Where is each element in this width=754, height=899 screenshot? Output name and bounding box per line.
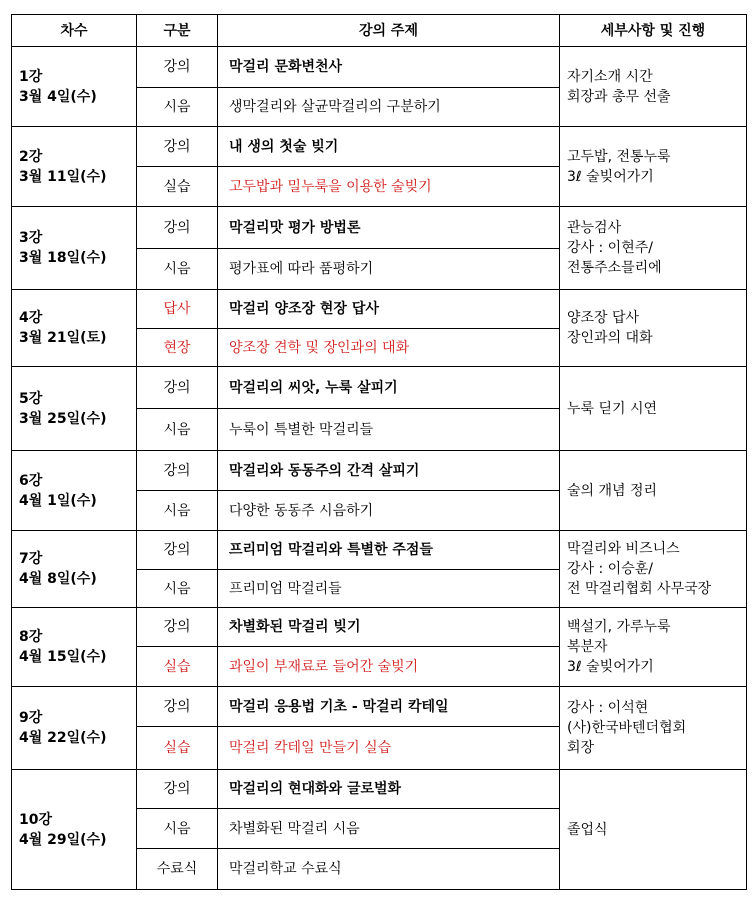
session-cell: [12, 127, 137, 207]
session-date: 3월 18일(수): [19, 250, 107, 266]
header-detail: 세부사항 및 진행: [560, 15, 747, 47]
type-cell: 실습: [137, 727, 218, 770]
session-date: 3월 21일(토): [19, 330, 107, 346]
type-cell: 강의: [137, 367, 218, 409]
type-cell: 강의: [137, 207, 218, 249]
detail-line: 술의 개념 정리: [567, 482, 658, 499]
session-number: 4강: [19, 310, 43, 326]
session-date: 4월 22일(수): [19, 730, 107, 746]
header-row: [12, 15, 747, 47]
session-cell: [12, 207, 137, 290]
session-number: 3강: [19, 230, 43, 246]
topic-cell: 프리미엄 막걸리와 특별한 주점들: [218, 531, 560, 570]
session-number: 1강: [19, 68, 43, 85]
type-cell: 강의: [137, 47, 218, 88]
detail-cell: [560, 207, 747, 290]
topic-cell: 양조장 견학 및 장인과의 대화: [218, 329, 560, 367]
detail-line: 관능검사: [567, 220, 622, 236]
topic-cell: 막걸리 양조장 현장 답사: [218, 290, 560, 329]
detail-cell: [560, 367, 747, 451]
detail-cell: [560, 687, 747, 770]
session-cell: [12, 687, 137, 770]
table-row: [12, 608, 747, 647]
session-cell: [12, 290, 137, 367]
detail-line: 회장: [567, 740, 595, 756]
session-date: 3월 4일(수): [19, 88, 97, 105]
session-number: 2강: [19, 148, 43, 165]
topic-cell: 고두밥과 밀누룩을 이용한 술빚기: [218, 167, 560, 207]
session-date: 3월 11일(수): [19, 168, 107, 185]
topic-cell: 막걸리 문화변천사: [218, 47, 560, 88]
detail-line: 백설기, 가루누룩: [567, 619, 671, 635]
topic-cell: 막걸리의 현대화와 글로벌화: [218, 770, 560, 809]
session-number: 6강: [19, 472, 43, 489]
type-cell: 강의: [137, 687, 218, 727]
detail-line: (사)한국바텐더협회: [567, 720, 687, 736]
detail-line: 강사 : 이현주/: [567, 240, 653, 256]
type-cell: 강의: [137, 531, 218, 570]
topic-cell: 막걸리 응용법 기초 - 막걸리 칵테일: [218, 687, 560, 727]
topic-cell: 차별화된 막걸리 빚기: [218, 608, 560, 647]
type-cell: 수료식: [137, 849, 218, 890]
detail-line: 전 막걸리협회 사무국장: [567, 581, 712, 597]
detail-line: 복분자: [567, 639, 608, 655]
type-cell: 현장: [137, 329, 218, 367]
topic-cell: 차별화된 막걸리 시음: [218, 809, 560, 849]
session-date: 4월 8일(수): [19, 571, 97, 587]
table-body: [12, 47, 747, 890]
detail-cell: [560, 770, 747, 890]
type-cell: 강의: [137, 770, 218, 809]
session-cell: [12, 451, 137, 531]
detail-line: 자기소개 시간: [567, 68, 653, 85]
schedule-wrapper: [11, 14, 747, 890]
detail-line: 막걸리와 비즈니스: [567, 541, 680, 557]
detail-cell: [560, 608, 747, 687]
table-row: [12, 127, 747, 167]
detail-cell: [560, 47, 747, 127]
topic-cell: 막걸리의 씨앗, 누룩 살피기: [218, 367, 560, 409]
type-cell: 실습: [137, 167, 218, 207]
detail-cell: [560, 127, 747, 207]
session-cell: [12, 367, 137, 451]
type-cell: 시음: [137, 570, 218, 608]
topic-cell: 내 생의 첫술 빚기: [218, 127, 560, 167]
table-row: [12, 687, 747, 727]
table-header: [12, 15, 747, 47]
table-row: [12, 47, 747, 88]
session-date: 3월 25일(수): [19, 410, 107, 427]
session-date: 4월 15일(수): [19, 649, 107, 665]
session-number: 7강: [19, 551, 43, 567]
header-session: 차수: [12, 15, 137, 47]
detail-cell: [560, 290, 747, 367]
detail-line: 회장과 총무 선출: [567, 88, 671, 105]
table-row: [12, 290, 747, 329]
session-cell: [12, 608, 137, 687]
detail-cell: [560, 531, 747, 608]
type-cell: 시음: [137, 809, 218, 849]
session-cell: [12, 47, 137, 127]
type-cell: 강의: [137, 451, 218, 491]
table-row: [12, 207, 747, 249]
detail-cell: [560, 451, 747, 531]
detail-line: 누룩 딛기 시연: [567, 400, 658, 417]
detail-line: 전통주소믈리에: [567, 260, 662, 276]
type-cell: 강의: [137, 608, 218, 647]
type-cell: 시음: [137, 491, 218, 531]
topic-cell: 다양한 동동주 시음하기: [218, 491, 560, 531]
type-cell: 시음: [137, 249, 218, 290]
table-row: [12, 770, 747, 809]
type-cell: 시음: [137, 409, 218, 451]
type-cell: 답사: [137, 290, 218, 329]
topic-cell: 막걸리학교 수료식: [218, 849, 560, 890]
table-row: [12, 531, 747, 570]
header-type: 구분: [137, 15, 218, 47]
detail-line: 양조장 답사: [567, 310, 640, 326]
topic-cell: 생막걸리와 살균막걸리의 구분하기: [218, 88, 560, 127]
session-number: 8강: [19, 629, 43, 645]
topic-cell: 프리미엄 막걸리들: [218, 570, 560, 608]
header-topic: 강의 주제: [218, 15, 560, 47]
session-number: 9강: [19, 710, 43, 726]
detail-line: 3ℓ 술빚어가기: [567, 659, 654, 675]
detail-line: 3ℓ 술빚어가기: [567, 168, 654, 185]
type-cell: 강의: [137, 127, 218, 167]
type-cell: 시음: [137, 88, 218, 127]
topic-cell: 평가표에 따라 품평하기: [218, 249, 560, 290]
topic-cell: 막걸리와 동동주의 간격 살피기: [218, 451, 560, 491]
detail-line: 장인과의 대화: [567, 330, 653, 346]
session-date: 4월 29일(수): [19, 831, 107, 848]
table-row: [12, 367, 747, 409]
table-row: [12, 451, 747, 491]
session-number: 5강: [19, 390, 43, 407]
detail-line: 강사 : 이석현: [567, 700, 649, 716]
type-cell: 실습: [137, 647, 218, 687]
session-number: 10강: [19, 811, 53, 828]
detail-line: 고두밥, 전통누룩: [567, 148, 671, 165]
session-cell: [12, 531, 137, 608]
topic-cell: 과일이 부재료로 들어간 술빚기: [218, 647, 560, 687]
session-date: 4월 1일(수): [19, 492, 97, 509]
topic-cell: 누룩이 특별한 막걸리들: [218, 409, 560, 451]
topic-cell: 막걸리 칵테일 만들기 실습: [218, 727, 560, 770]
topic-cell: 막걸리맛 평가 방법론: [218, 207, 560, 249]
detail-line: 졸업식: [567, 821, 608, 838]
session-cell: [12, 770, 137, 890]
detail-line: 강사 : 이승훈/: [567, 561, 653, 577]
course-schedule-table: [11, 14, 747, 890]
